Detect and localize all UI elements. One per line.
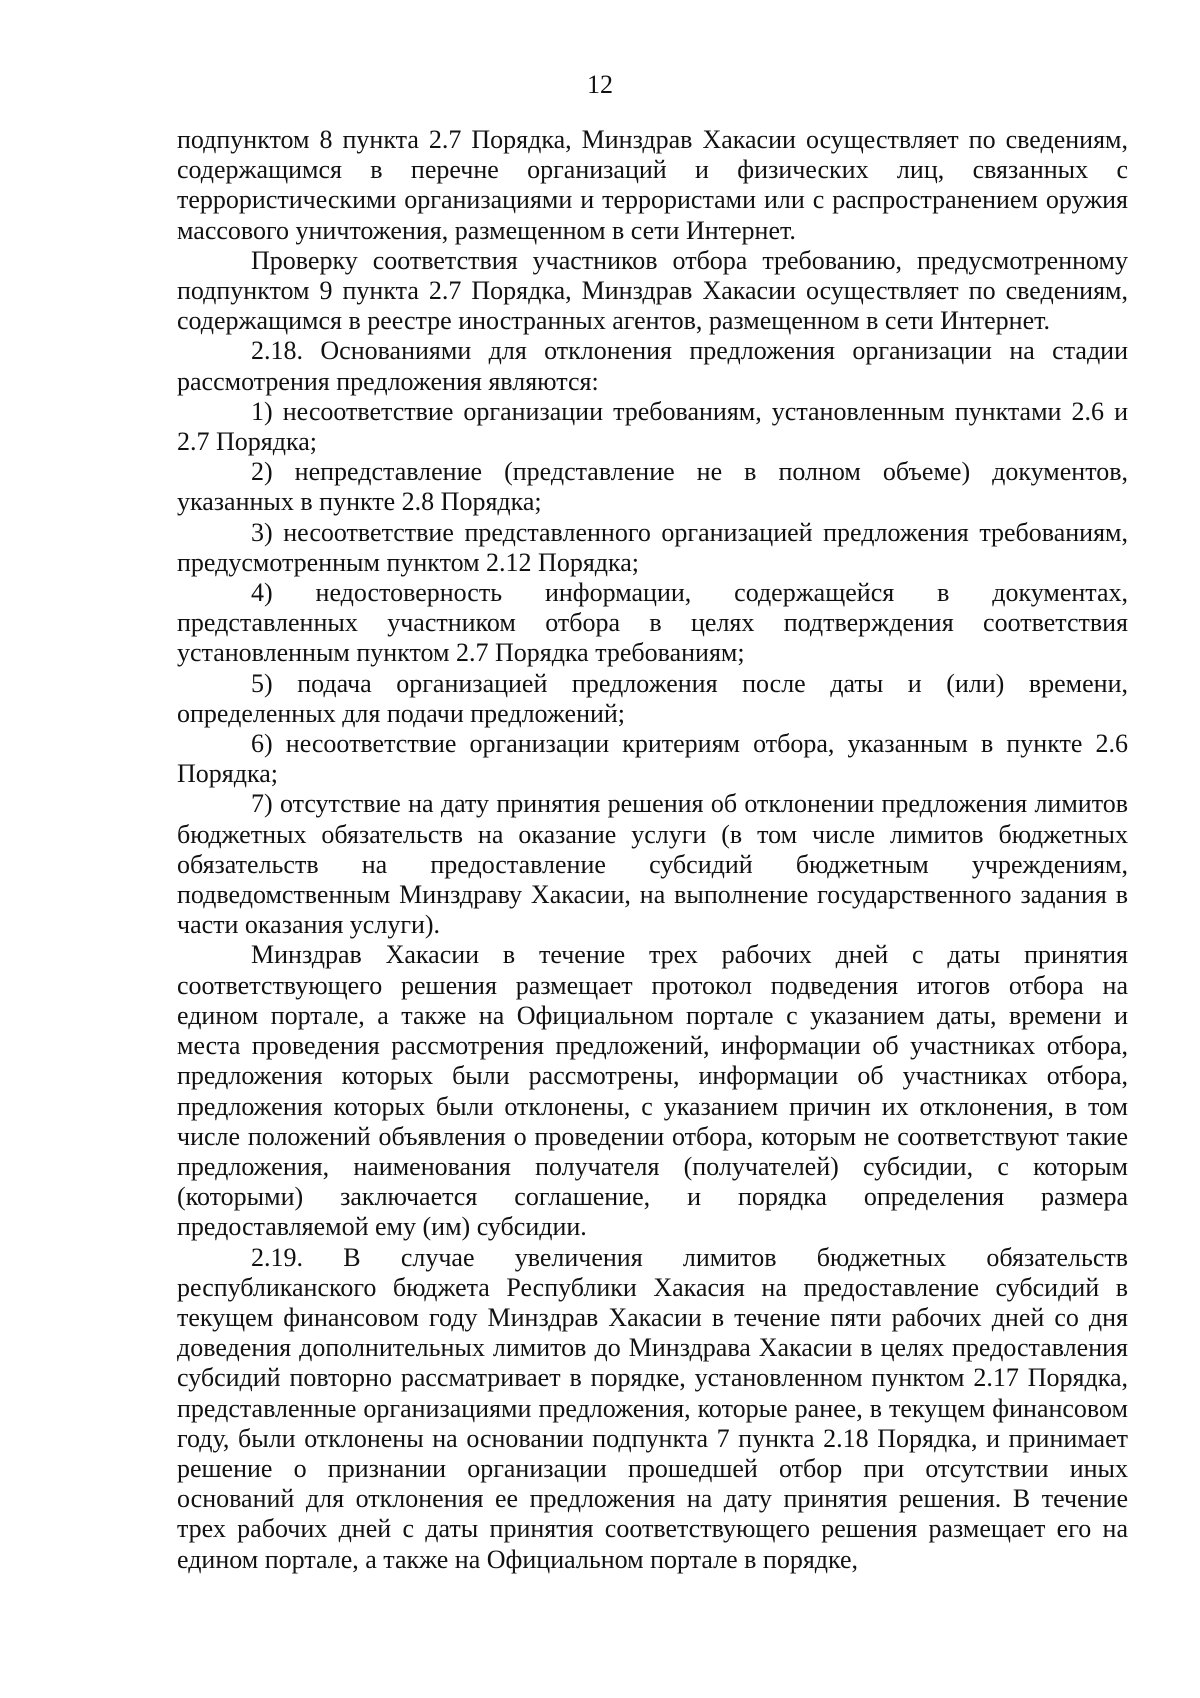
document-body bbox=[177, 125, 1128, 1575]
page-number: 12 bbox=[587, 70, 613, 99]
list-item-1: 1) несоответствие организации требованиям, установленным пунктами 2.6 и 2.7 Порядка; bbox=[177, 396, 1128, 457]
list-item-3: 3) несоответствие представленного организацией предложения требованиям, предусмотренным пунктом 2.12 Порядка; bbox=[177, 517, 1128, 577]
paragraph-continuation: подпунктом 8 пункта 2.7 Порядка, Минздрав Хакасии осуществляет по сведениям, содержащимся в перечне организаций и физических лиц, связанных с террористическими организациями и террористами или с распространением оружия массового уничтожения, размещенном в сети Интернет. bbox=[177, 125, 1128, 245]
list-item-4: 4) недостоверность информации, содержащейся в документах, представленных участником отбора в целях подтверждения соответствия установленным пунктом 2.7 Порядка требованиям; bbox=[177, 578, 1128, 668]
list-item-6: 6) несоответствие организации критериям отбора, указанным в пункте 2.6 Порядка; bbox=[177, 729, 1128, 789]
list-item-5: 5) подача организацией предложения после даты и (или) времени, определенных для подачи предложений; bbox=[177, 668, 1128, 728]
paragraph-2-19: 2.19. В случае увеличения лимитов бюджетных обязательств республиканского бюджета Республики Хакасия на предоставление субсидий в текущем финансовом году Минздрав Хакасии в течение пяти рабочих дней со дня доведения дополнительных лимитов до Минздрава Хакасии в целях предоставления субсидий повторно рассматривает в порядке, установленном пунктом 2.17 Порядка, представленные организациями предложения, которые ранее, в текущем финансовом году, были отклонены на основании подпункта 7 пункта 2.18 Порядка, и принимает решение о признании организации прошедшей отбор при отсутствии иных оснований для отклонения ее предложения на дату принятия решения. В течение трех рабочих дней с даты принятия соответствующего решения размещает его на едином портале, а также на Официальном портале в порядке, bbox=[177, 1242, 1128, 1574]
paragraph-protocol-publication: Минздрав Хакасии в течение трех рабочих дней с даты принятия соответствующего решения размещает протокол подведения итогов отбора на едином портале, а также на Официальном портале с указанием даты, времени и места проведения рассмотрения предложений, информации об участниках отбора, предложения которых были рассмотрены, информации об участниках отбора, предложения которых были отклонены, с указанием причин их отклонения, в том числе положений объявления о проведении отбора, которым не соответствуют такие предложения, наименования получателя (получателей) субсидии, с которым (которыми) заключается соглашение, и порядка определения размера предоставляемой ему (им) субсидии. bbox=[177, 940, 1128, 1242]
paragraph-check-foreign-agents: Проверку соответствия участников отбора требованию, предусмотренному подпунктом 9 пункта 2.7 Порядка, Минздрав Хакасии осуществляет по сведениям, содержащимся в реестре иностранных агентов, размещенном в сети Интернет. bbox=[177, 245, 1128, 336]
list-item-7: 7) отсутствие на дату принятия решения об отклонении предложения лимитов бюджетных обязательств на оказание услуги (в том числе лимитов бюджетных обязательств на предоставление субсидий бюджетным учреждениям, подведомственным Минздраву Хакасии, на выполнение государственного задания в части оказания услуги). bbox=[177, 789, 1128, 940]
paragraph-2-18-heading: 2.18. Основаниями для отклонения предложения организации на стадии рассмотрения предложения являются: bbox=[177, 336, 1128, 396]
list-item-2: 2) непредставление (представление не в полном объеме) документов, указанных в пункте 2.8 Порядка; bbox=[177, 457, 1128, 517]
